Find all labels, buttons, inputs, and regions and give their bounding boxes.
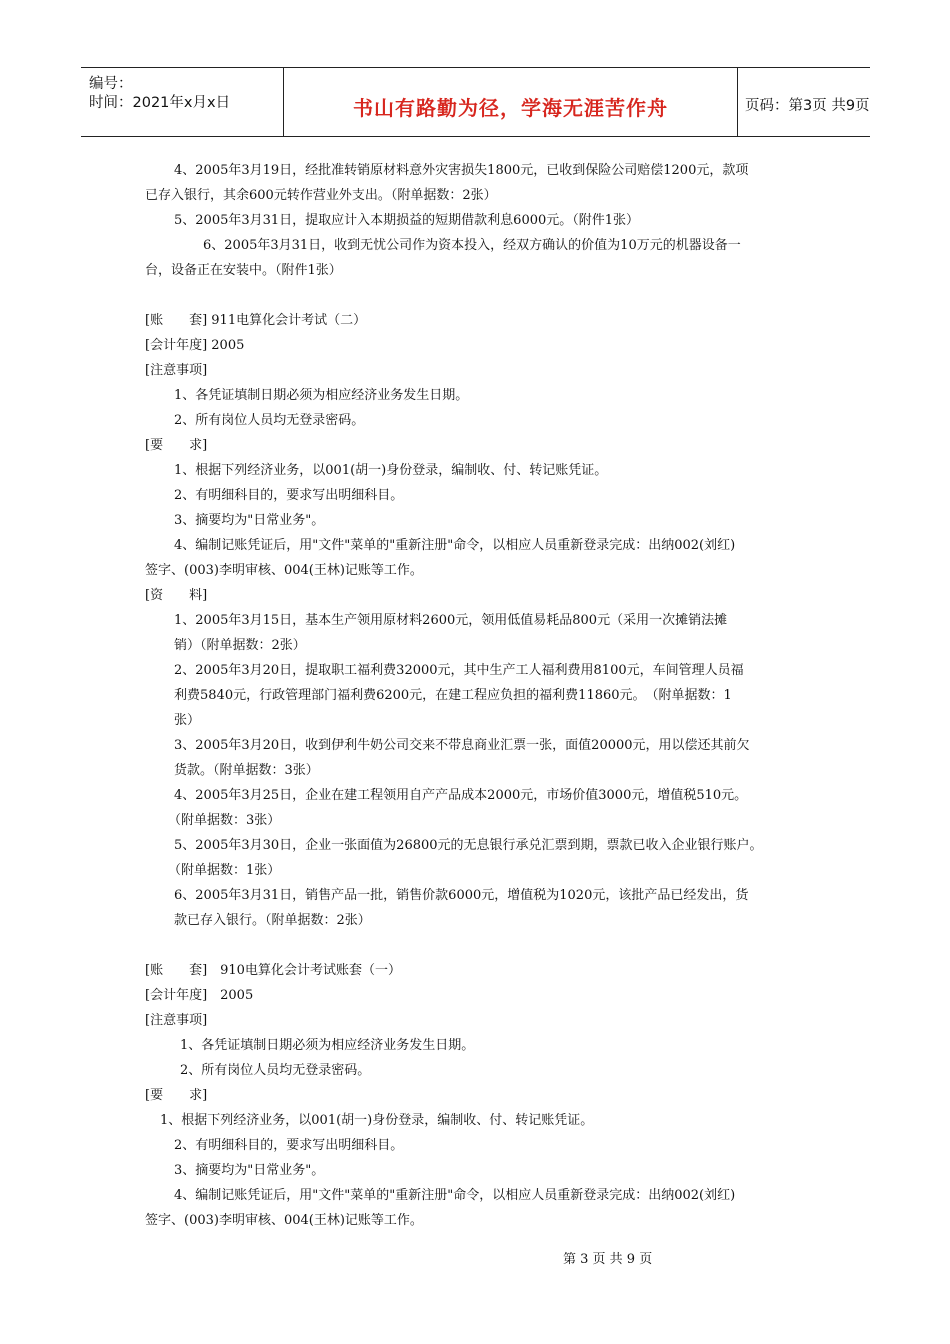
header-page-cell <box>737 68 870 136</box>
text-line: 4、编制记账凭证后，用"文件"菜单的"重新注册"命令，以相应人员重新登录完成：出纳002(刘红) <box>174 1188 736 1203</box>
text-line: 1、根据下列经济业务，以001(胡一)身份登录，编制收、付、转记账凭证。 <box>160 1113 594 1128</box>
text-line: 2、所有岗位人员均无登录密码。 <box>174 413 365 428</box>
text-line: 4、2005年3月25日，企业在建工程领用自产产品成本2000元，市场价值3000元，增值税510元。 <box>174 788 748 803</box>
document-date-label: 时间：2021年x月x日 <box>89 95 231 111</box>
header-slogan-cell <box>283 68 738 136</box>
text-line: （附单据数：1张） <box>168 863 281 878</box>
text-line: 2、2005年3月20日，提取职工福利费32000元，其中生产工人福利费用8100元，车间管理人员福 <box>174 663 744 678</box>
section-heading: [资 料] <box>145 588 208 603</box>
section-heading: [账 套] 911电算化会计考试（二） <box>145 313 367 328</box>
text-line: 6、2005年3月31日，销售产品一批，销售价款6000元，增值税为1020元，该批产品已经发出，货 <box>174 888 749 903</box>
text-line: 5、2005年3月31日，提取应计入本期损益的短期借款利息6000元。（附件1张） <box>174 213 640 228</box>
text-line: 货款。（附单据数：3张） <box>174 763 319 778</box>
document-number-label: 编号： <box>89 76 133 92</box>
text-line: 2、有明细科目的，要求写出明细科目。 <box>174 1138 404 1153</box>
header-page-number: 页码：第3页 共9页 <box>745 98 870 114</box>
text-line: 4、编制记账凭证后，用"文件"菜单的"重新注册"命令，以相应人员重新登录完成：出纳002(刘红) <box>174 538 736 553</box>
text-line: 2、所有岗位人员均无登录密码。 <box>180 1063 371 1078</box>
text-line: 张） <box>174 713 201 728</box>
text-line: 销）（附单据数：2张） <box>174 638 306 653</box>
text-line: 2、有明细科目的，要求写出明细科目。 <box>174 488 404 503</box>
text-line: 台，设备正在安装中。（附件1张） <box>145 263 342 278</box>
page-footer: 第 3 页 共 9 页 <box>563 1252 653 1267</box>
text-line: 签字、(003)李明审核、004(王林)记账等工作。 <box>145 563 423 578</box>
text-line: 1、各凭证填制日期必须为相应经济业务发生日期。 <box>180 1038 475 1053</box>
header-slogan: 书山有路勤为径，学海无涯苦作舟 <box>353 96 668 120</box>
section-heading: [会计年度] 2005 <box>145 338 245 353</box>
text-line: 款已存入银行。（附单据数：2张） <box>174 913 371 928</box>
section-heading: [要 求] <box>145 438 208 453</box>
text-line: 6、2005年3月31日，收到无忧公司作为资本投入，经双方确认的价值为10万元的机器设备一 <box>203 238 741 253</box>
text-line: 1、根据下列经济业务，以001(胡一)身份登录，编制收、付、转记账凭证。 <box>174 463 608 478</box>
page-header <box>81 67 870 137</box>
text-line: 1、各凭证填制日期必须为相应经济业务发生日期。 <box>174 388 469 403</box>
text-line: 签字、(003)李明审核、004(王林)记账等工作。 <box>145 1213 423 1228</box>
text-line: 4、2005年3月19日，经批准转销原材料意外灾害损失1800元，已收到保险公司赔偿1200元，款项 <box>174 163 749 178</box>
text-line: 1、2005年3月15日，基本生产领用原材料2600元，领用低值易耗品800元（采用一次摊销法摊 <box>174 613 728 628</box>
section-heading: [要 求] <box>145 1088 208 1103</box>
text-line: 3、摘要均为"日常业务"。 <box>174 513 325 528</box>
section-heading: [注意事项] <box>145 363 208 378</box>
section-heading: [账 套] 910电算化会计考试账套（一） <box>145 963 401 978</box>
text-line: 5、2005年3月30日，企业一张面值为26800元的无息银行承兑汇票到期，票款已收入企业银行账户。 <box>174 838 763 853</box>
text-line: （附单据数：3张） <box>168 813 281 828</box>
text-line: 3、摘要均为"日常业务"。 <box>174 1163 325 1178</box>
section-heading: [会计年度] 2005 <box>145 988 254 1003</box>
text-line: 利费5840元，行政管理部门福利费6200元，在建工程应负担的福利费11860元。 （附单据数：1 <box>174 688 732 703</box>
text-line: 已存入银行，其余600元转作营业外支出。（附单据数：2张） <box>145 188 497 203</box>
header-meta-cell <box>81 68 283 136</box>
text-line: 3、2005年3月20日，收到伊利牛奶公司交来不带息商业汇票一张，面值20000元，用以偿还其前欠 <box>174 738 750 753</box>
section-heading: [注意事项] <box>145 1013 208 1028</box>
